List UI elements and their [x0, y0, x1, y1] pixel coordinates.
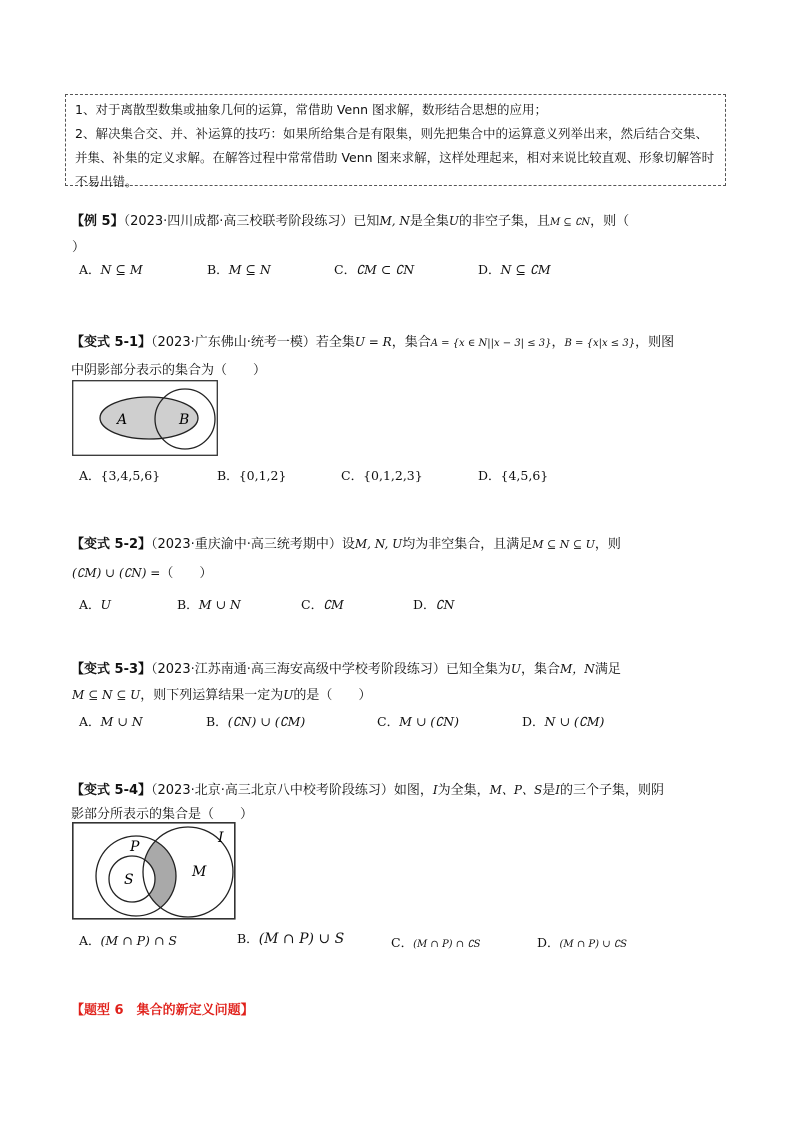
variant53-option-a[interactable]: A．M ∪ N [79, 714, 143, 729]
example5-stem: 【例 5】（2023·四川成都·高三校联考阶段练习）已知M, N是全集U的非空子集，且M ⊆ ∁N，则（ [71, 214, 630, 229]
example5-option-d[interactable]: D．N ⊆ ∁M [478, 262, 551, 277]
variant52-stem: 【变式 5-2】（2023·重庆渝中·高三统考期中）设M, N, U均为非空集合，且满足M ⊆ N ⊆ U，则 [71, 537, 621, 552]
tip-1: 1、对于离散型数集或抽象几何的运算，常借助 Venn 图求解，数形结合思想的应用； [75, 102, 548, 117]
example5-paren: ） [72, 240, 86, 255]
variant53-option-d[interactable]: D．N ∪ (∁M) [522, 714, 605, 729]
set-m-label: M [192, 864, 207, 880]
variant51-option-b[interactable]: B．{0,1,2} [217, 468, 287, 483]
tip-2: 2、解决集合交、并、补运算的技巧：如果所给集合是有限集，则先把集合中的运算意义列举出来，然后结合交集、并集、补集的定义求解。在解答过程中常常借助 Venn 图来求解，这样处理起来，相对来说比较直观、形象切解答时不易出错。 [75, 126, 715, 189]
example5-option-a[interactable]: A．N ⊆ M [79, 262, 143, 277]
variant54-option-d[interactable]: D．(M ∩ P) ∪ ∁S [537, 935, 627, 950]
variant51-option-d[interactable]: D．{4,5,6} [478, 468, 549, 483]
venn-diagram-mps [72, 822, 236, 920]
variant54-option-c[interactable]: C．(M ∩ P) ∩ ∁S [391, 935, 481, 950]
set-a-label: A [117, 412, 128, 428]
variant53-option-c[interactable]: C．M ∪ (∁N) [377, 714, 459, 729]
example5-option-c[interactable]: C．∁M ⊂ ∁N [334, 262, 415, 277]
variant52-option-a[interactable]: A．U [79, 597, 112, 612]
variant54-option-b[interactable]: B．(M ∩ P) ∪ S [237, 931, 345, 947]
variant54-line2: 影部分所表示的集合是（ ） [71, 807, 254, 822]
variant53-option-b[interactable]: B．(∁N) ∪ (∁M) [206, 714, 306, 729]
example5-option-b[interactable]: B．M ⊆ N [207, 262, 271, 277]
variant53-stem: 【变式 5-3】（2023·江苏南通·高三海安高级中学校考阶段练习）已知全集为U，集合M，N满足 [71, 662, 621, 677]
variant51-option-a[interactable]: A．{3,4,5,6} [79, 468, 161, 483]
set-p-label: P [130, 839, 140, 855]
variant52-option-d[interactable]: D．∁N [413, 597, 455, 612]
set-b-label: B [179, 412, 190, 428]
variant54-stem: 【变式 5-4】（2023·北京·高三北京八中校考阶段练习）如图，I为全集，M、P、S是I的三个子集，则阴 [71, 783, 665, 798]
variant51-line2: 中阴影部分表示的集合为（ ） [71, 363, 267, 378]
section6-title: 【题型 6 集合的新定义问题】 [71, 1003, 254, 1018]
venn-diagram-ab [72, 380, 218, 456]
variant54-option-a[interactable]: A．(M ∩ P) ∩ S [79, 933, 177, 948]
tips-box [65, 94, 726, 189]
set-s-label: S [124, 872, 134, 888]
variant53-line2: M ⊆ N ⊆ U，则下列运算结果一定为U的是（ ） [72, 688, 372, 703]
variant51-stem: 【变式 5-1】（2023·广东佛山·统考一模）若全集U = R，集合A = {x ∈ N||x − 3| ≤ 3}，B = {x|x ≤ 3}，则图 [71, 335, 675, 350]
variant51-option-c[interactable]: C．{0,1,2,3} [341, 468, 423, 483]
variant52-option-b[interactable]: B．M ∪ N [177, 597, 241, 612]
variant52-line2: (∁M) ∪ (∁N) =（ ） [72, 566, 213, 581]
variant52-option-c[interactable]: C．∁M [301, 597, 344, 612]
set-i-label: I [218, 830, 224, 846]
